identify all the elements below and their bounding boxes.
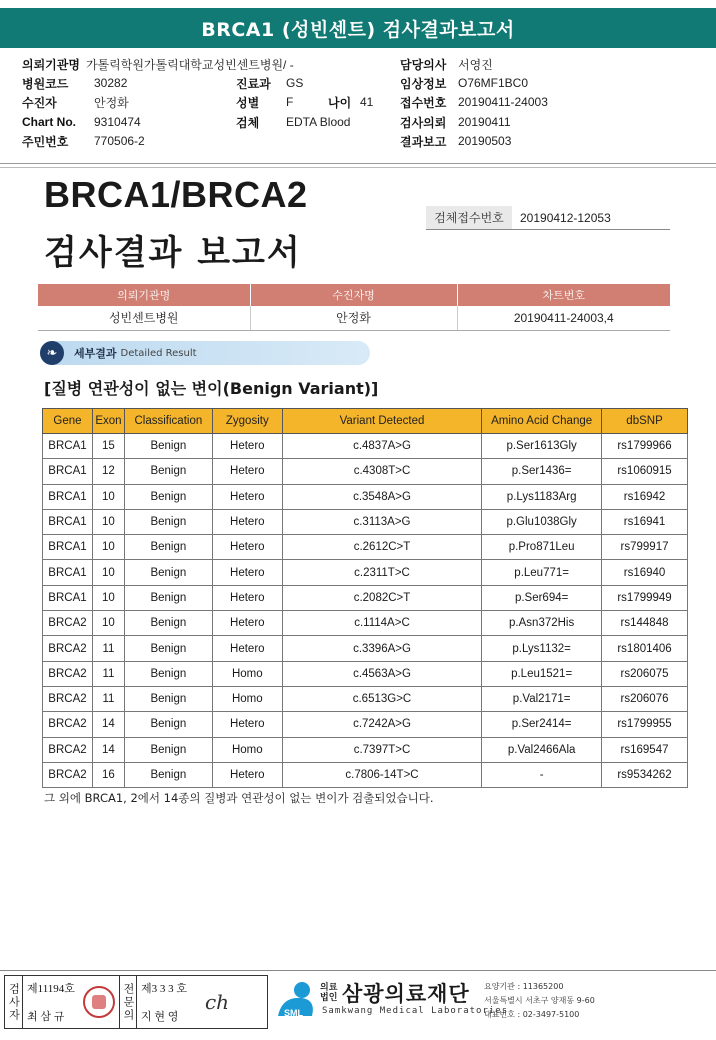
variant-cell: rs144848 (602, 611, 688, 636)
variant-cell: c.7397T>C (282, 737, 481, 762)
signature: ch (204, 990, 230, 1014)
variant-cell: Benign (124, 712, 212, 737)
info-doctor: 담당의사 서영진 (400, 57, 493, 72)
table-row (43, 459, 688, 484)
variant-cell: BRCA1 (43, 535, 93, 560)
hospital-cell: 안정화 (250, 306, 457, 330)
seal-stamp (83, 986, 115, 1018)
variant-cell: 10 (92, 535, 124, 560)
variant-cell: rs1060915 (602, 459, 688, 484)
variant-cell: BRCA1 (43, 509, 93, 534)
table-row (43, 560, 688, 585)
specimen-receipt-label: 검체접수번호 (426, 206, 512, 229)
variant-cell: c.6513G>C (282, 686, 481, 711)
table-row (43, 434, 688, 459)
variant-cell: Hetero (212, 636, 282, 661)
variant-cell: p.Lys1183Arg (482, 484, 602, 509)
variant-cell: Hetero (212, 535, 282, 560)
variant-cell: 16 (92, 762, 124, 787)
specialist-label: 전문의 (119, 976, 137, 1028)
logo-text: SML (284, 1008, 303, 1018)
variant-cell: p.Lys1132= (482, 636, 602, 661)
signature-box (4, 975, 268, 1029)
variant-cell: 11 (92, 686, 124, 711)
variant-cell: BRCA1 (43, 585, 93, 610)
variant-cell: p.Asn372His (482, 611, 602, 636)
result-note: 그 외에 BRCA1, 2에서 14종의 질병과 연관성이 없는 변이가 검출되었습니다. (44, 791, 434, 805)
variant-header-cell: Zygosity (212, 409, 282, 434)
variant-cell: Hetero (212, 484, 282, 509)
table-row (43, 636, 688, 661)
table-row (43, 712, 688, 737)
variant-header-cell: Gene (43, 409, 93, 434)
variant-cell: Benign (124, 509, 212, 534)
table-row (43, 737, 688, 762)
variant-cell: rs16942 (602, 484, 688, 509)
info-clinical: 임상정보 O76MF1BC0 (400, 76, 529, 91)
org-code: 요양기관 : 11365200 (484, 982, 564, 991)
specimen-receipt-box (426, 206, 670, 230)
org-phone: 대표번호 : 02-3497-5100 (484, 1010, 580, 1019)
variant-cell: Hetero (212, 459, 282, 484)
hospital-header-cell: 의뢰기관명 (38, 284, 250, 306)
hospital-table (38, 284, 670, 331)
variant-cell: rs206076 (602, 686, 688, 711)
variant-cell: 15 (92, 434, 124, 459)
variant-cell: Benign (124, 636, 212, 661)
specialist-no: 제3 3 3 호 (141, 983, 188, 995)
info-patient: 수진자 안정화 (22, 95, 129, 110)
variant-cell: c.3548A>G (282, 484, 481, 509)
variant-cell: rs9534262 (602, 762, 688, 787)
variant-header-cell: Amino Acid Change (482, 409, 602, 434)
variant-cell: BRCA2 (43, 636, 93, 661)
variant-cell: rs16940 (602, 560, 688, 585)
variant-header-cell: dbSNP (602, 409, 688, 434)
info-specimen: 검체 EDTA Blood (236, 115, 351, 130)
variant-table (42, 408, 688, 788)
variant-cell: p.Ser1613Gly (482, 434, 602, 459)
variant-cell: 10 (92, 611, 124, 636)
variant-cell: p.Val2171= (482, 686, 602, 711)
ribbon-icon: ❧ (40, 341, 64, 365)
variant-cell: 14 (92, 712, 124, 737)
variant-cell: Hetero (212, 712, 282, 737)
variant-cell: BRCA2 (43, 737, 93, 762)
info-age: 나이 41 (328, 95, 374, 110)
variant-cell: c.2311T>C (282, 560, 481, 585)
report-header-title: BRCA1 (성빈센트) 검사결과보고서 (0, 8, 716, 48)
variant-cell: Benign (124, 459, 212, 484)
variant-cell: BRCA2 (43, 661, 93, 686)
specialist-name: 지 현 영 (141, 1011, 179, 1023)
info-report-date: 결과보고 20190503 (400, 134, 512, 149)
hospital-header-cell: 차트번호 (457, 284, 670, 306)
variant-cell: BRCA2 (43, 686, 93, 711)
variant-cell: Homo (212, 686, 282, 711)
variant-cell: rs1799955 (602, 712, 688, 737)
org-name (320, 978, 470, 1008)
table-row (43, 661, 688, 686)
org-name-en: Samkwang Medical Laboratories (322, 1006, 509, 1016)
variant-cell: rs1799966 (602, 434, 688, 459)
variant-cell: c.2612C>T (282, 535, 481, 560)
variant-cell: Hetero (212, 585, 282, 610)
info-chart-no: Chart No. 9310474 (22, 115, 141, 129)
detail-label-kr: 세부결과 (74, 347, 117, 360)
variant-cell: p.Val2466Ala (482, 737, 602, 762)
info-sex: 성별 F (236, 95, 294, 110)
hospital-cell: 20190411-24003,4 (457, 306, 670, 330)
variant-cell: rs1801406 (602, 636, 688, 661)
variant-cell: 10 (92, 509, 124, 534)
info-institution: 의뢰기관명 가톨릭학원가톨릭대학교성빈센트병원/ - (22, 57, 294, 72)
variant-header-cell: Exon (92, 409, 124, 434)
specialist-info (137, 976, 197, 1028)
table-row (43, 535, 688, 560)
variant-cell: Hetero (212, 560, 282, 585)
report-title-kr: 검사결과 보고서 (44, 233, 302, 273)
variant-cell: BRCA2 (43, 611, 93, 636)
variant-cell: c.3396A>G (282, 636, 481, 661)
variant-cell: p.Leu1521= (482, 661, 602, 686)
variant-cell: p.Pro871Leu (482, 535, 602, 560)
divider (0, 970, 716, 971)
info-request-date: 검사의뢰 20190411 (400, 115, 511, 130)
variant-cell: BRCA1 (43, 434, 93, 459)
info-receipt-no: 접수번호 20190411-24003 (400, 95, 548, 110)
variant-cell: Benign (124, 686, 212, 711)
detail-result-pill (40, 341, 370, 365)
inspector-label: 검사자 (5, 976, 23, 1028)
variant-cell: Benign (124, 611, 212, 636)
variant-cell: rs1799949 (602, 585, 688, 610)
table-row (43, 509, 688, 534)
variant-cell: BRCA2 (43, 712, 93, 737)
inspector-name: 최 삼 규 (27, 1011, 65, 1023)
variant-cell: rs169547 (602, 737, 688, 762)
info-department: 진료과 GS (236, 76, 304, 91)
variant-cell: c.7242A>G (282, 712, 481, 737)
variant-cell: 10 (92, 560, 124, 585)
variant-cell: p.Leu771= (482, 560, 602, 585)
variant-cell: c.4563A>G (282, 661, 481, 686)
table-row (43, 611, 688, 636)
variant-cell: 14 (92, 737, 124, 762)
variant-cell: 11 (92, 636, 124, 661)
divider (0, 163, 716, 164)
hospital-header-cell: 수진자명 (250, 284, 457, 306)
variant-cell: rs799917 (602, 535, 688, 560)
variant-cell: c.4837A>G (282, 434, 481, 459)
table-row (43, 762, 688, 787)
report-title-en: BRCA1/BRCA2 (44, 174, 308, 215)
divider (0, 167, 716, 168)
variant-cell: Benign (124, 762, 212, 787)
variant-cell: Benign (124, 737, 212, 762)
variant-cell: Hetero (212, 611, 282, 636)
variant-cell: 12 (92, 459, 124, 484)
variant-cell: Hetero (212, 762, 282, 787)
variant-cell: Homo (212, 737, 282, 762)
variant-cell: Benign (124, 661, 212, 686)
info-resident-no: 주민번호 770506-2 (22, 134, 145, 149)
variant-cell: BRCA2 (43, 762, 93, 787)
variant-cell: 10 (92, 484, 124, 509)
info-hospital-code: 병원코드 30282 (22, 76, 128, 91)
table-row (43, 686, 688, 711)
variant-cell: rs16941 (602, 509, 688, 534)
variant-cell: Benign (124, 484, 212, 509)
sml-logo-icon (272, 978, 320, 1026)
org-address (484, 980, 595, 1022)
detail-label-en: Detailed Result (120, 347, 197, 359)
variant-cell: Homo (212, 661, 282, 686)
variant-cell: c.1114A>C (282, 611, 481, 636)
variant-cell: Hetero (212, 434, 282, 459)
variant-cell: Benign (124, 585, 212, 610)
hospital-cell: 성빈센트병원 (38, 306, 250, 330)
section-title: [질병 연관성이 없는 변이(Benign Variant)] (44, 379, 379, 398)
table-row (43, 585, 688, 610)
variant-cell: 11 (92, 661, 124, 686)
org-name-kr: 삼광의료재단 (342, 982, 470, 1006)
variant-cell: BRCA1 (43, 484, 93, 509)
variant-cell: c.3113A>G (282, 509, 481, 534)
variant-cell: Benign (124, 535, 212, 560)
variant-cell: rs206075 (602, 661, 688, 686)
variant-header-cell: Variant Detected (282, 409, 481, 434)
inspector-no: 제11194호 (27, 983, 75, 995)
table-row (43, 484, 688, 509)
variant-cell: c.4308T>C (282, 459, 481, 484)
variant-cell: - (482, 762, 602, 787)
variant-cell: c.2082C>T (282, 585, 481, 610)
variant-cell: 10 (92, 585, 124, 610)
variant-cell: p.Ser694= (482, 585, 602, 610)
variant-cell: Benign (124, 434, 212, 459)
variant-cell: Hetero (212, 509, 282, 534)
variant-cell: Benign (124, 560, 212, 585)
specimen-receipt-value: 20190412-12053 (520, 210, 611, 225)
variant-cell: p.Ser2414= (482, 712, 602, 737)
org-street: 서울특별시 서초구 양재동 9-60 (484, 996, 595, 1005)
inspector-info (23, 976, 79, 1028)
variant-cell: c.7806-14T>C (282, 762, 481, 787)
variant-cell: p.Ser1436= (482, 459, 602, 484)
variant-cell: BRCA1 (43, 459, 93, 484)
variant-cell: p.Glu1038Gly (482, 509, 602, 534)
variant-cell: BRCA1 (43, 560, 93, 585)
variant-header-cell: Classification (124, 409, 212, 434)
org-small-label: 의료법인 (320, 983, 338, 1003)
